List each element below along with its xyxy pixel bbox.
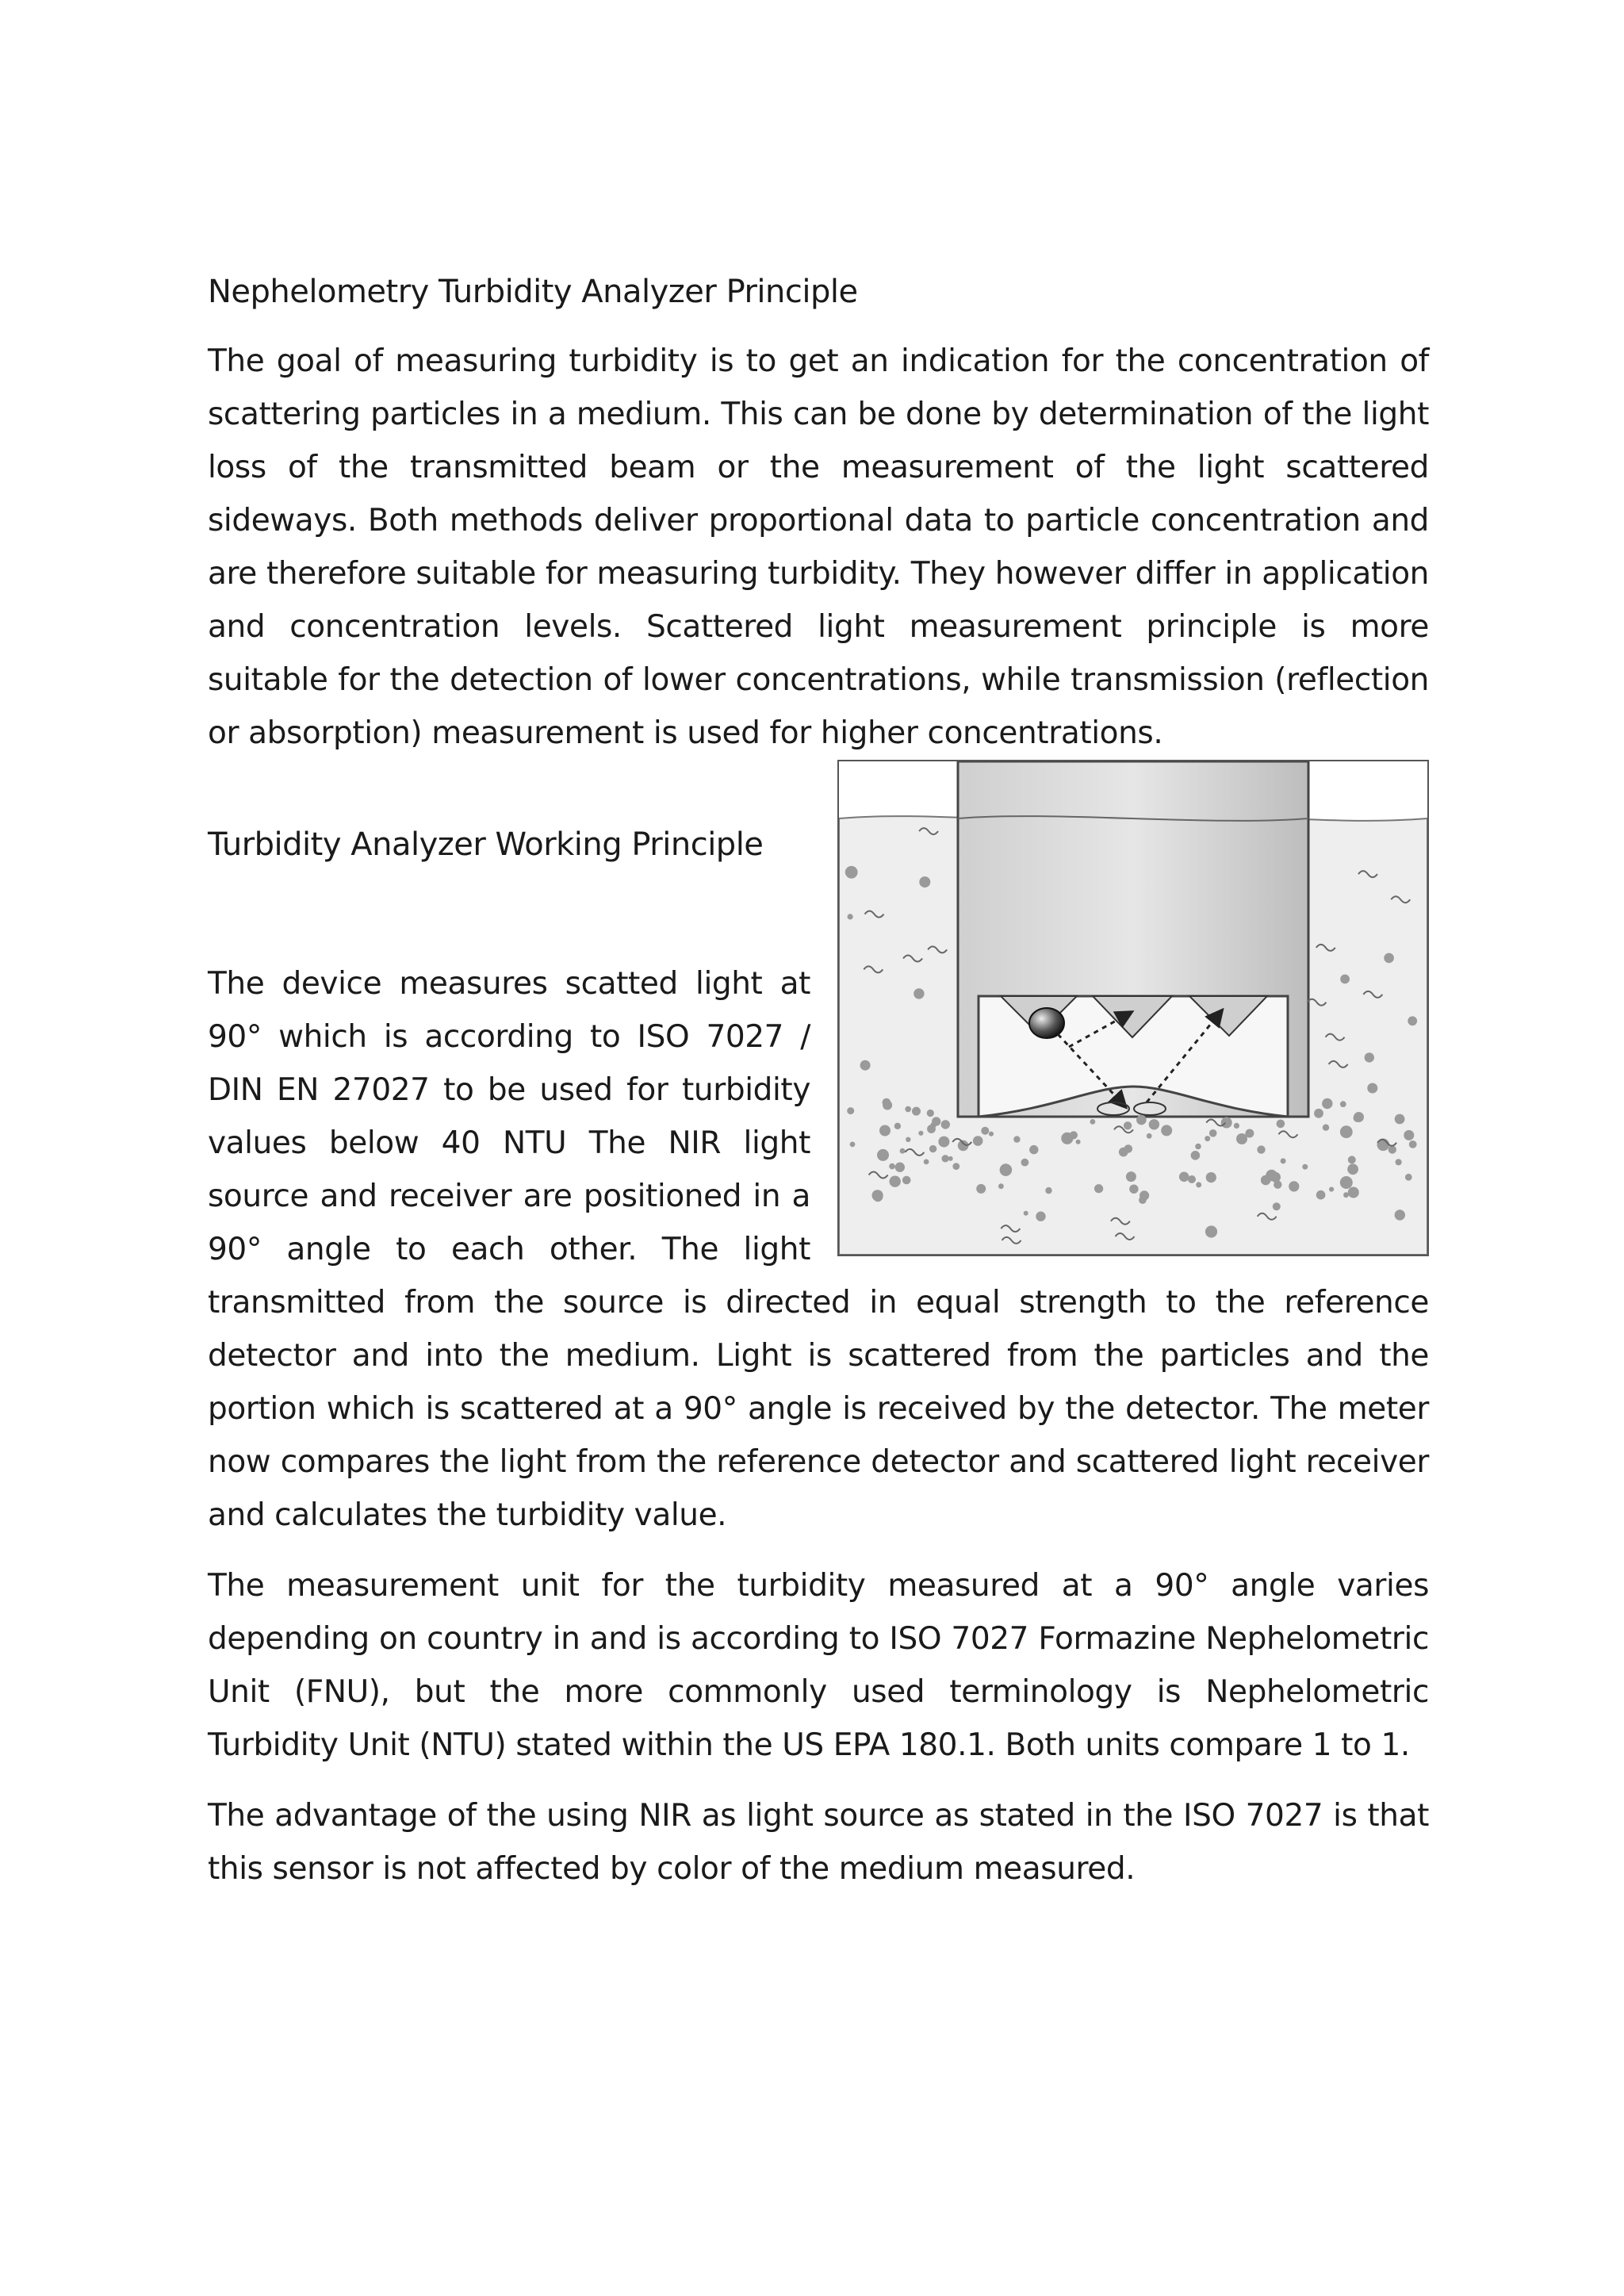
particle [860,1060,871,1071]
particle [895,1163,905,1172]
particle [1408,1016,1417,1025]
particle [948,1156,953,1161]
particle [1013,1136,1020,1142]
particle [902,1176,911,1185]
particle [1147,1133,1152,1139]
particle [1191,1151,1201,1160]
particle [1347,1163,1358,1175]
particle [850,1142,856,1148]
particle [872,1190,883,1201]
particle [1024,1211,1028,1216]
particle [883,1098,891,1107]
particle [1273,1202,1281,1210]
particle [905,1106,911,1113]
particle [938,1137,949,1148]
particle [1340,1125,1353,1138]
particle [1388,1145,1396,1153]
particle [1179,1172,1189,1182]
particle [981,1127,989,1135]
particle [1343,1192,1349,1198]
particle [1234,1123,1239,1129]
particle [1090,1119,1096,1125]
particle [1094,1184,1103,1193]
particle [1367,1083,1377,1094]
particle [1124,1144,1133,1153]
particle [941,1155,948,1162]
working-paragraph: The device measures scatted light at 90° which is according to ISO 7027 / DIN EN 27027 to be used for turbidity values below 40 NTU The NIR light source and receiver are positioned in a 90° angle to each other. The light transmitted from the source is directed in equal strength to the reference detector and into the medium. Light is scattered from the particles and the portion which is scattered at a 90° angle is received by the detector. The meter now compares the light from the reference detector and scattered light receiver and calculates the turbidity value. [208,966,1429,1533]
particle [1340,1101,1346,1107]
particle [1061,1133,1073,1144]
particle [848,914,853,919]
particle [894,1123,901,1129]
units-paragraph: The measurement unit for the turbidity measured at a 90° angle varies depending on country in and is according to ISO 7027 Formazine Nephelometric Unit (FNU), but the more commonly used terminology is Nephelometric Turbidity Unit (NTU) stated within the US EPA 180.1. Both units compare 1 to 1. [208,1568,1429,1763]
particle [989,1132,994,1137]
particle [1124,1121,1132,1129]
particle [929,1145,936,1152]
document-page [208,266,1429,1913]
particle [1205,1225,1217,1237]
particle [1076,1140,1081,1144]
particle [1340,975,1350,984]
particle [1036,1212,1045,1221]
particle [1149,1119,1159,1129]
particle [1136,1115,1147,1125]
particle [919,876,930,887]
particle [845,866,858,879]
particle [1245,1129,1254,1138]
page-title: Nephelometry Turbidity Analyzer Principle [208,274,858,310]
particle [1289,1181,1299,1191]
particle [941,1120,950,1129]
section-title: Turbidity Analyzer Working Principle [208,826,764,863]
particle [924,1159,929,1165]
particle [976,1184,986,1194]
particle [1384,953,1394,964]
particle [1404,1130,1414,1140]
particle [1409,1140,1417,1148]
particle [998,1183,1004,1189]
particle [914,988,924,999]
particle [1395,1209,1405,1220]
particle [1188,1175,1196,1183]
particle [930,1122,936,1129]
particle [1365,1052,1374,1062]
particle [1139,1190,1149,1200]
particle [1205,1136,1210,1141]
particle [877,1149,889,1161]
particle [973,1136,983,1146]
particle [1195,1144,1201,1150]
particle [1329,1187,1334,1192]
particle [1161,1125,1172,1136]
particle [1340,1176,1353,1189]
particle [1270,1172,1281,1182]
particle [912,1107,921,1116]
particle [1000,1163,1013,1176]
particle [1322,1098,1332,1109]
particle [1302,1164,1308,1170]
particle [890,1176,901,1187]
particle [1314,1109,1323,1118]
working-principle-section [208,818,1429,1559]
particle [1209,1129,1217,1137]
particle [847,1107,854,1114]
particle [900,1148,906,1154]
particle [879,1125,891,1137]
particle [1354,1114,1362,1122]
particle [1257,1145,1265,1153]
particle [1281,1158,1286,1163]
particle [1261,1175,1271,1186]
particle [1221,1117,1232,1129]
particle [952,1163,959,1170]
particle [1277,1120,1285,1129]
particle [1348,1156,1356,1163]
particle [1323,1125,1329,1131]
particle [889,1163,895,1170]
sensor-diagram-svg [839,761,1427,1255]
particle [1396,1159,1402,1165]
particle [1045,1187,1051,1194]
particle [1029,1145,1038,1154]
particle [918,1131,923,1136]
particle [1405,1174,1412,1181]
particle [1206,1172,1216,1182]
led-light-source-icon [1029,1008,1064,1038]
particle [1196,1182,1201,1187]
particle [1395,1114,1405,1125]
particle [1126,1171,1136,1182]
particle [1021,1159,1029,1167]
intro-paragraph: The goal of measuring turbidity is to get an indication for the concentration of scattering particles in a medium. This can be done by determination of the light loss of the transmitted beam or the measurement of the light scattered sideways. Both methods deliver proportional data to particle concentration and are therefore suitable for measuring turbidity. They however differ in application and concentration levels. Scattered light measurement principle is more suitable for the detection of lower concentrations, while transmission (reflection or absorption) measurement is used for higher concentrations. [208,343,1429,751]
particle [906,1137,910,1142]
particle [1348,1187,1359,1198]
particle [1316,1190,1326,1200]
particle [1129,1185,1138,1194]
particle [927,1110,934,1117]
turbidity-sensor-diagram [837,760,1429,1256]
advantage-paragraph: The advantage of the using NIR as light source as stated in the ISO 7027 is that this sensor is not affected by color of the medium measured. [208,1798,1429,1887]
